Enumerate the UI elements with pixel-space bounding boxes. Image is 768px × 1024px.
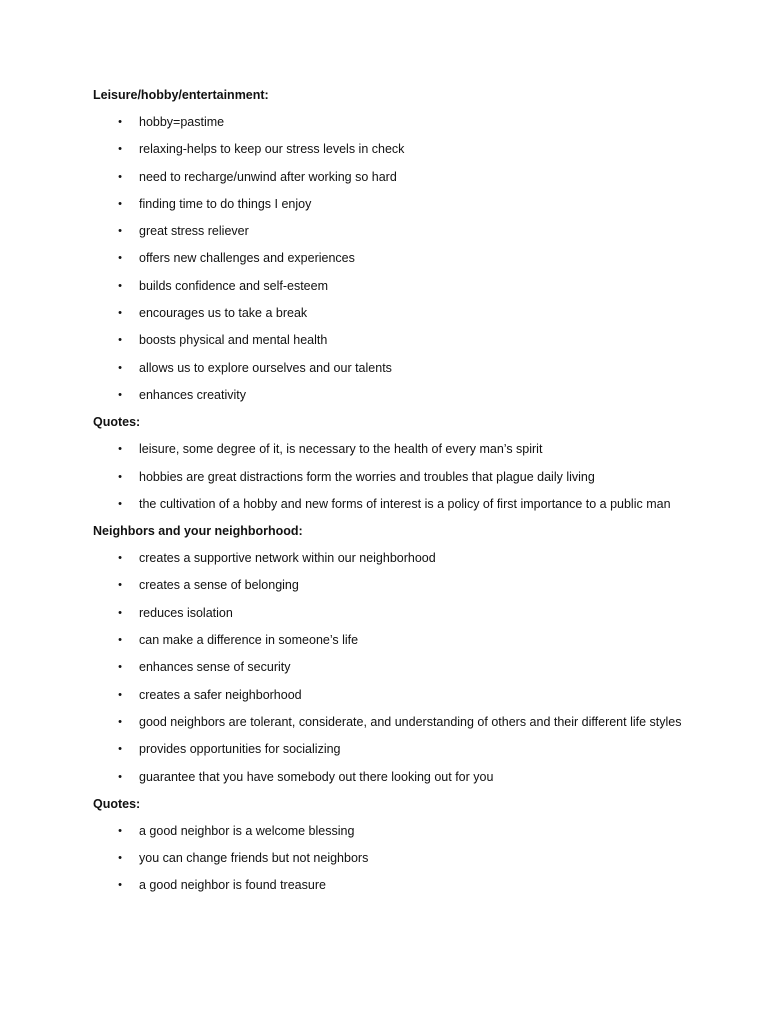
bullet-icon: • — [118, 824, 122, 837]
bullet-icon: • — [118, 634, 122, 647]
list-item-text: hobbies are great distractions form the worries and troubles that plague daily living — [139, 469, 595, 484]
list-item-text: creates a safer neighborhood — [139, 687, 302, 702]
list-item-text: you can change friends but not neighbors — [139, 851, 369, 866]
list-item — [93, 849, 683, 867]
bullet-icon: • — [118, 252, 122, 265]
list-item-text: enhances creativity — [139, 387, 247, 402]
bullet-icon: • — [118, 743, 122, 756]
list-item-text: a good neighbor is a welcome blessing — [139, 823, 355, 838]
list-item-text: can make a difference in someone’s life — [139, 633, 359, 648]
bullet-list — [93, 549, 683, 785]
bullet-icon: • — [118, 470, 122, 483]
bullet-icon: • — [118, 361, 122, 374]
list-item-text: boosts physical and mental health — [139, 333, 328, 348]
section-leisure — [93, 86, 683, 404]
list-item — [93, 576, 683, 594]
list-item — [93, 768, 683, 786]
bullet-icon: • — [118, 579, 122, 592]
bullet-list — [93, 440, 683, 513]
list-item-text: good neighbors are tolerant, considerate, and understanding of others and their different life styles — [139, 714, 682, 729]
list-item — [93, 468, 683, 486]
list-item-text: reduces isolation — [139, 605, 233, 620]
list-item-text: allows us to explore ourselves and our talents — [139, 360, 392, 375]
section-heading: Quotes: — [93, 415, 141, 430]
list-item — [93, 168, 683, 186]
list-item — [93, 604, 683, 622]
bullet-icon: • — [118, 170, 122, 183]
bullet-icon: • — [118, 852, 122, 865]
bullet-list — [93, 113, 683, 404]
bullet-icon: • — [118, 688, 122, 701]
list-item-text: relaxing-helps to keep our stress levels in check — [139, 142, 405, 157]
section-heading: Quotes: — [93, 796, 141, 811]
list-item — [93, 386, 683, 404]
list-item-text: the cultivation of a hobby and new forms of interest is a policy of first importance to a public man — [139, 496, 671, 511]
list-item-text: guarantee that you have somebody out there looking out for you — [139, 769, 494, 784]
list-item-text: creates a sense of belonging — [139, 578, 299, 593]
list-item-text: enhances sense of security — [139, 660, 291, 675]
list-item — [93, 277, 683, 295]
bullet-icon: • — [118, 443, 122, 456]
list-item-text: builds confidence and self-esteem — [139, 278, 329, 293]
bullet-icon: • — [118, 606, 122, 619]
list-item-text: offers new challenges and experiences — [139, 251, 355, 266]
list-item — [93, 876, 683, 894]
section-quotes-neighbors — [93, 795, 683, 895]
section-heading: Neighbors and your neighborhood: — [93, 524, 303, 539]
section-quotes-leisure — [93, 413, 683, 513]
list-item-text: creates a supportive network within our neighborhood — [139, 551, 436, 566]
list-item — [93, 249, 683, 267]
bullet-icon: • — [118, 307, 122, 320]
list-item — [93, 822, 683, 840]
section-heading: Leisure/hobby/entertainment: — [93, 88, 269, 102]
bullet-icon: • — [118, 225, 122, 238]
list-item — [93, 359, 683, 377]
list-item — [93, 222, 683, 240]
bullet-icon: • — [118, 497, 122, 510]
list-item — [93, 549, 683, 567]
bullet-icon: • — [118, 879, 122, 892]
list-item — [93, 304, 683, 322]
list-item — [93, 686, 683, 704]
list-item-text: hobby=pastime — [139, 115, 225, 129]
list-item — [93, 113, 683, 131]
bullet-icon: • — [118, 279, 122, 292]
list-item-text: a good neighbor is found treasure — [139, 878, 326, 893]
bullet-icon: • — [118, 661, 122, 674]
list-item — [93, 740, 683, 758]
list-item-text: great stress reliever — [139, 224, 249, 239]
list-item — [93, 631, 683, 649]
bullet-icon: • — [118, 770, 122, 783]
bullet-icon: • — [118, 334, 122, 347]
bullet-icon: • — [118, 143, 122, 156]
list-item-text: provides opportunities for socializing — [139, 742, 341, 757]
bullet-icon: • — [118, 116, 122, 128]
bullet-list — [93, 822, 683, 895]
document-page — [93, 86, 683, 904]
list-item-text: leisure, some degree of it, is necessary to the health of every man’s spirit — [139, 442, 543, 457]
bullet-icon: • — [118, 197, 122, 210]
list-item — [93, 495, 683, 513]
bullet-icon: • — [118, 715, 122, 728]
section-neighbors — [93, 522, 683, 785]
list-item — [93, 140, 683, 158]
list-item — [93, 331, 683, 349]
list-item-text: finding time to do things I enjoy — [139, 196, 312, 211]
bullet-icon: • — [118, 552, 122, 565]
bullet-icon: • — [118, 388, 122, 401]
list-item-text: need to recharge/unwind after working so hard — [139, 169, 397, 184]
list-item — [93, 440, 683, 458]
list-item — [93, 658, 683, 676]
list-item-text: encourages us to take a break — [139, 306, 308, 321]
list-item — [93, 713, 683, 731]
list-item — [93, 195, 683, 213]
